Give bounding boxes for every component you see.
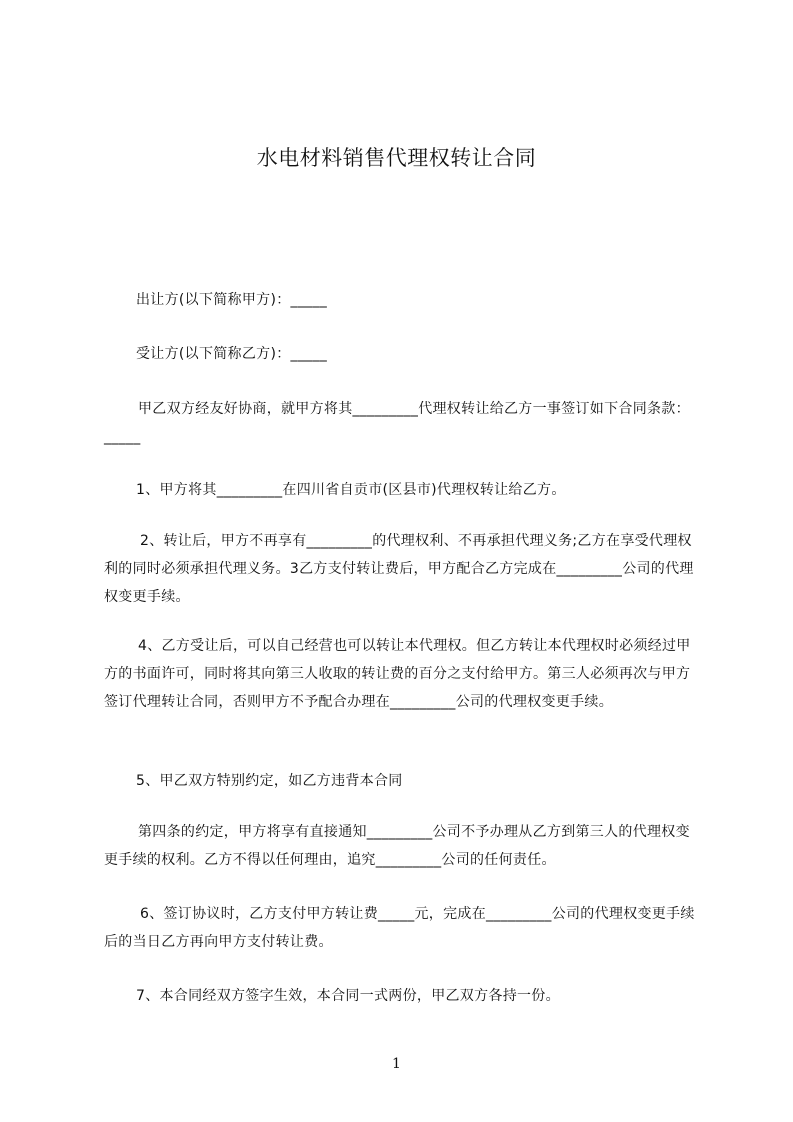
clause-1: 1、甲方将其_________在四川省自贡市(区县市)代理权转让给乙方。 — [136, 482, 566, 498]
party-a-line: 出让方(以下简称甲方)：_____ — [136, 292, 328, 308]
clause-6: 6、签订协议时，乙方支付甲方转让费_____元，完成在_________公司的代理权变更手续后的当日乙方再向甲方支付转让费。 — [104, 906, 695, 950]
document-title: 水电材料销售代理权转让合同 — [256, 146, 537, 170]
preamble-paragraph: 甲乙双方经友好协商，就甲方将其_________代理权转让给乙方一事签订如下合同条款：_____ — [104, 401, 690, 445]
clause-5: 5、甲乙双方特别约定，如乙方违背本合同 — [136, 773, 403, 789]
clause-2-3: 2、转让后，甲方不再享有_________的代理权利、不再承担代理义务;乙方在享受代理权利的同时必须承担代理义务。3乙方支付转让费后，甲方配合乙方完成在_________公司的代理权变更手续。 — [104, 533, 694, 605]
party-b-line: 受让方(以下简称乙方)：_____ — [136, 346, 328, 362]
page-number: 1 — [392, 1056, 401, 1072]
clause-4: 4、乙方受让后，可以自己经营也可以转让本代理权。但乙方转让本代理权时必须经过甲方的书面许可，同时将其向第三人收取的转让费的百分之支付给甲方。第三人必须再次与甲方签订代理转让合同，否则甲方不予配合办理在_________公司的代理权变更手续。 — [104, 638, 691, 710]
clause-5-continued: 第四条的约定，甲方将享有直接通知_________公司不予办理从乙方到第三人的代理权变更手续的权利。乙方不得以任何理由，追究_________公司的任何责任。 — [104, 824, 690, 868]
clause-7: 7、本合同经双方签字生效，本合同一式两份，甲乙双方各持一份。 — [136, 988, 560, 1004]
